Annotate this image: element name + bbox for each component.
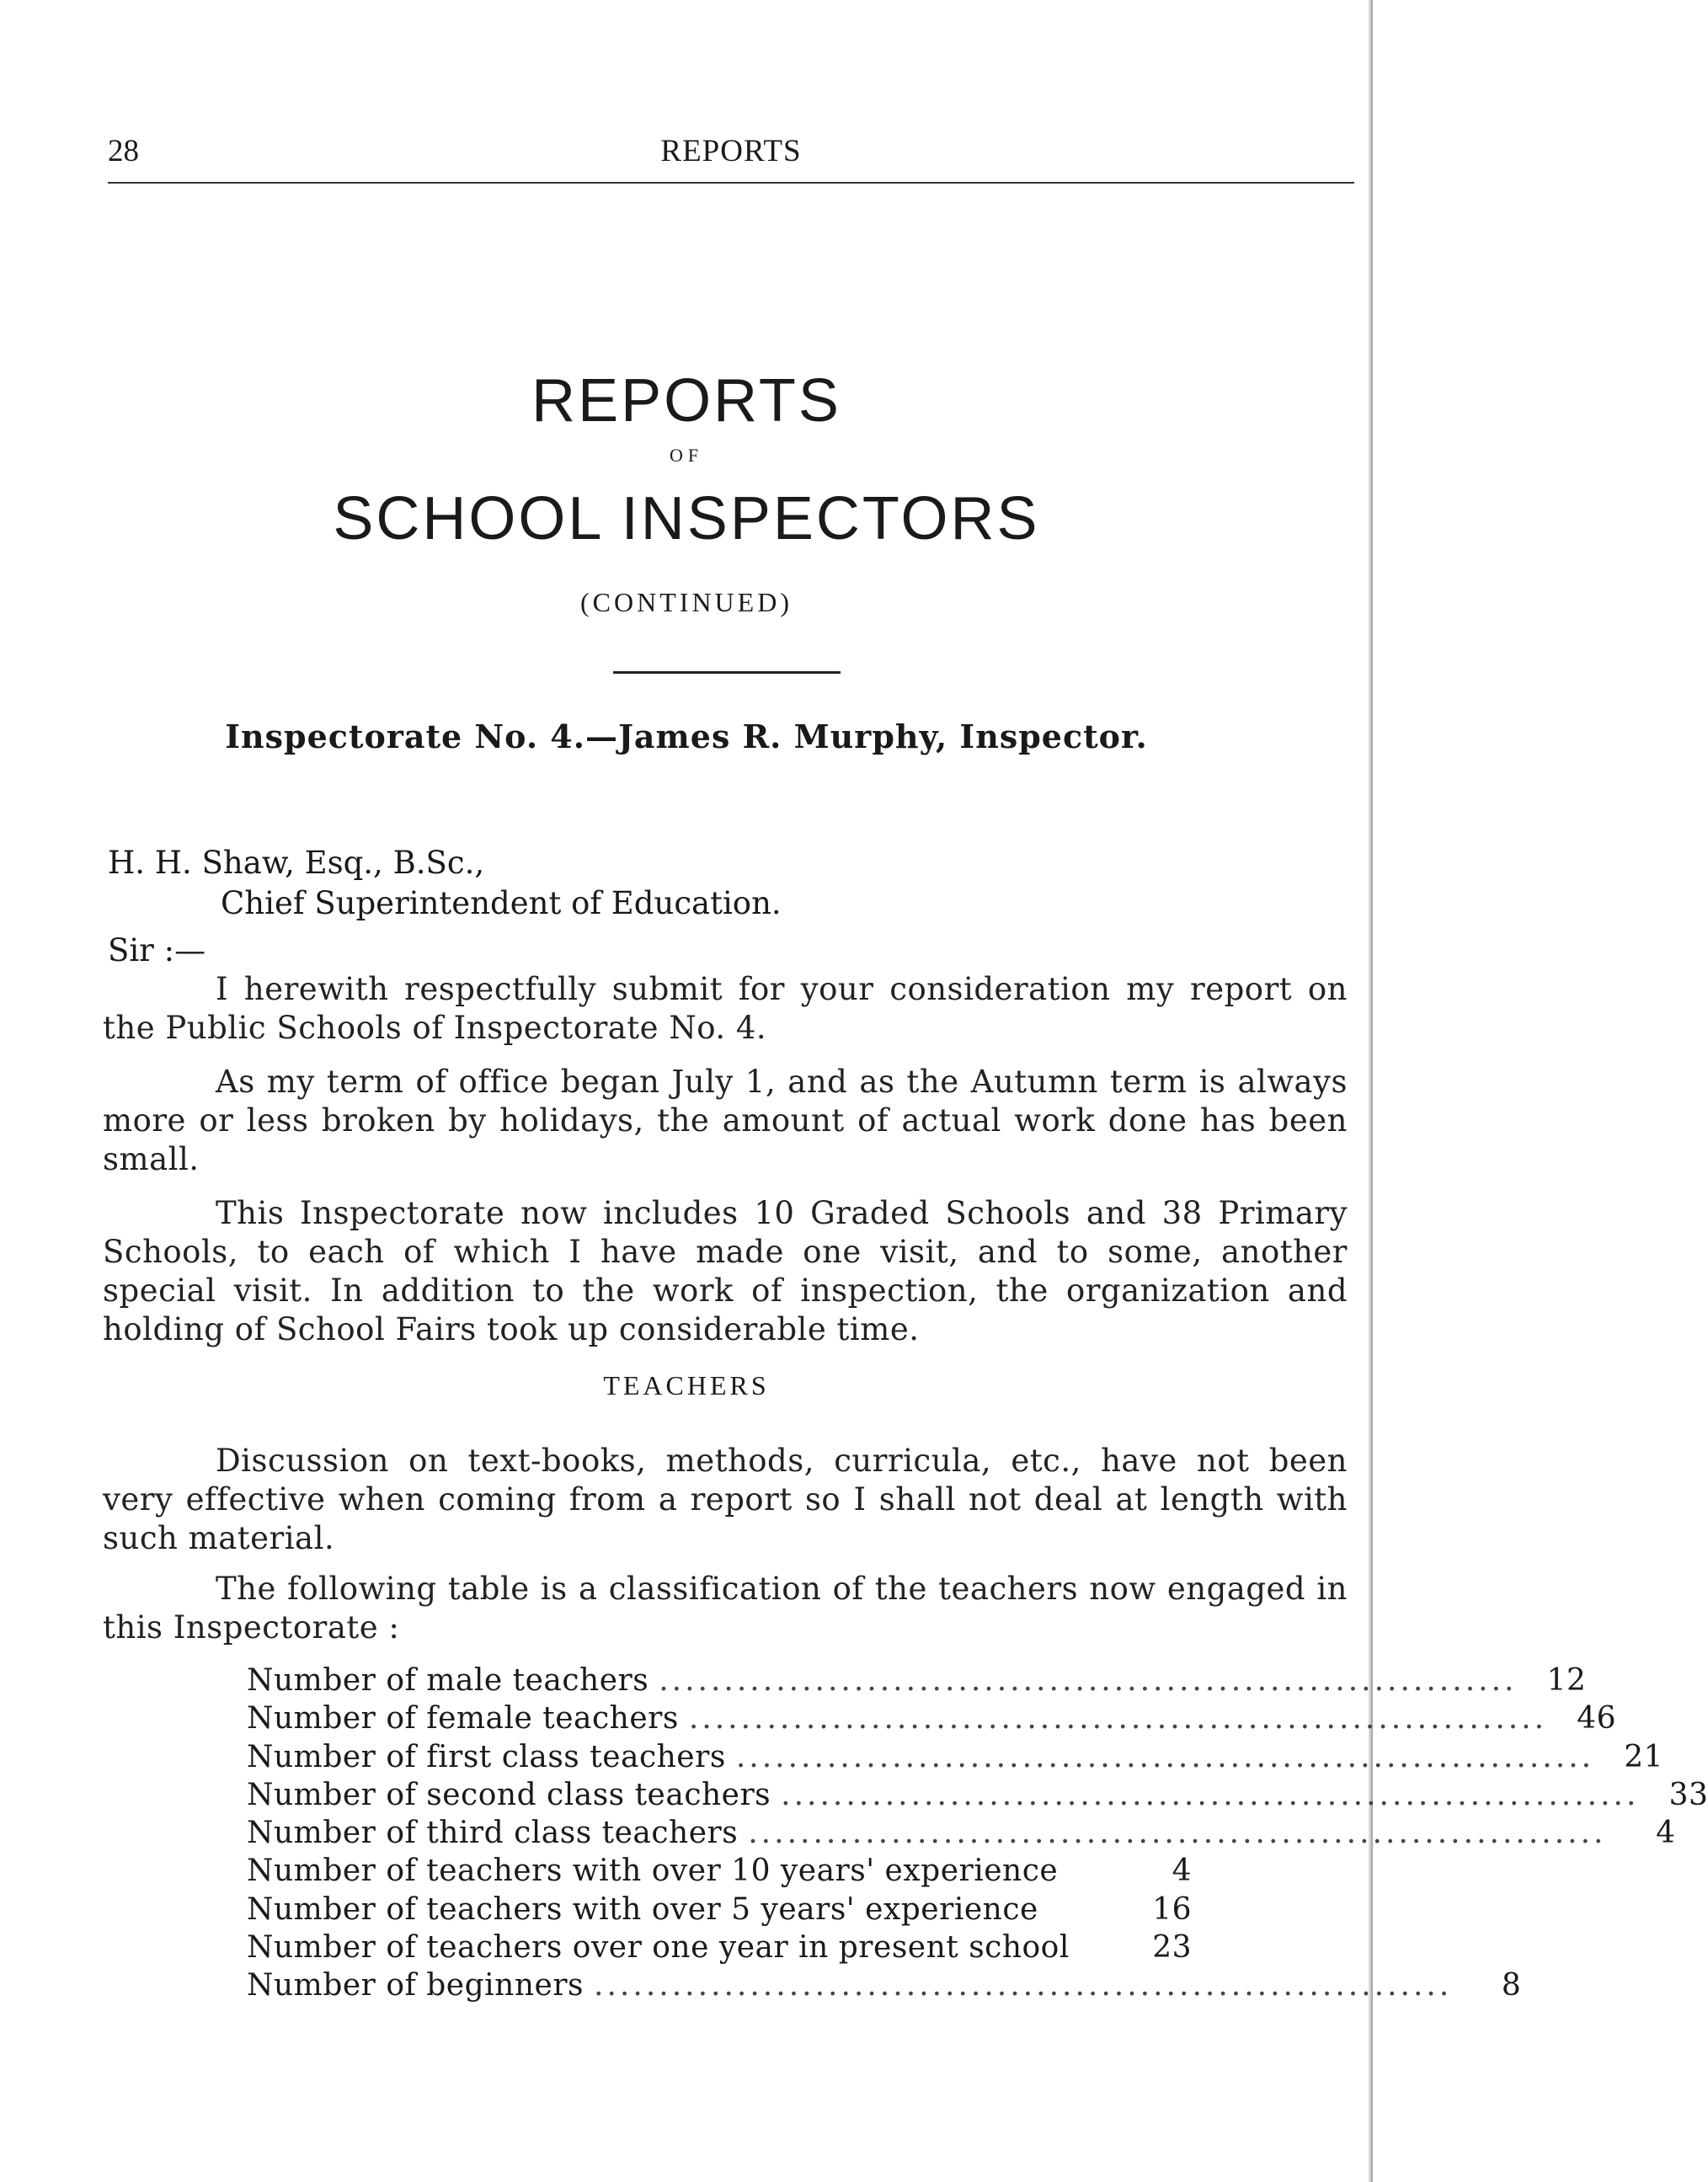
section-title-teachers: TEACHERS — [603, 1370, 770, 1400]
row-value: 12 — [1546, 1663, 1587, 1698]
row-label: Number of first class teachers — [247, 1739, 726, 1774]
dot-leader: .................................................................. — [688, 1701, 1548, 1737]
table-row — [247, 1739, 1664, 1778]
row-value: 33 — [1668, 1777, 1708, 1812]
greeting: Sir :— — [108, 932, 206, 968]
dot-leader: .................................................................. — [659, 1663, 1518, 1698]
teachers-paragraph-2: The following table is a classification of the teachers now engaged in this Inspectorate : — [103, 1571, 1348, 1646]
row-value: 46 — [1577, 1701, 1617, 1737]
scan-edge — [1368, 0, 1373, 2182]
table-row — [247, 1854, 1192, 1891]
title-reports: REPORTS — [531, 367, 841, 435]
table-row — [247, 1968, 1522, 2006]
row-value: 8 — [1501, 1968, 1522, 2003]
table-row — [247, 1701, 1617, 1739]
row-value: 16 — [1152, 1891, 1192, 1927]
running-title: REPORTS — [660, 134, 802, 168]
row-label: Number of teachers over one year in present school — [247, 1930, 1070, 1966]
title-school-inspectors: SCHOOL INSPECTORS — [333, 485, 1040, 552]
paragraph-1: I herewith respectfully submit for your consideration my report on the Public Schools of Inspectorate No. 4. — [103, 971, 1348, 1046]
running-head — [108, 133, 1354, 170]
table-row — [247, 1930, 1192, 1968]
teacher-classification-table — [247, 1663, 1708, 2007]
page-number: 28 — [108, 134, 139, 168]
inspectorate-heading: Inspectorate No. 4.—James R. Murphy, Inspector. — [225, 718, 1148, 755]
row-label: Number of third class teachers — [247, 1816, 739, 1851]
addressee-role: Chief Superintendent of Education. — [221, 885, 782, 921]
dot-leader: .................................................................. — [594, 1968, 1453, 2003]
row-value: 4 — [1656, 1816, 1676, 1851]
dot-leader: .................................................................. — [781, 1777, 1640, 1812]
table-row — [247, 1892, 1192, 1930]
dot-leader: .................................................................. — [735, 1739, 1595, 1774]
dot-leader: .................................................................. — [748, 1816, 1607, 1851]
table-row — [247, 1816, 1676, 1854]
row-label: Number of female teachers — [247, 1701, 679, 1737]
row-label: Number of male teachers — [247, 1663, 649, 1698]
paragraph-3: This Inspectorate now includes 10 Graded Schools and 38 Primary Schools, to each of which I have made one visit, and to some, another special visit. In addition to the work of inspection, the organization and holding of School Fairs took up considerable time. — [103, 1195, 1348, 1347]
row-label: Number of beginners — [247, 1968, 584, 2003]
row-label: Number of teachers with over 10 years' experience — [247, 1854, 1059, 1889]
title-of: OF — [669, 445, 704, 466]
title-rule — [613, 671, 841, 674]
row-value: 4 — [1172, 1854, 1192, 1889]
addressee: H. H. Shaw, Esq., B.Sc., — [108, 845, 485, 881]
row-label: Number of second class teachers — [247, 1777, 771, 1812]
title-continued: (CONTINUED) — [580, 587, 793, 617]
paragraph-2: As my term of office began July 1, and as the Autumn term is always more or less broken by holidays, the amount of actual work done has been small. — [103, 1064, 1348, 1177]
row-label: Number of teachers with over 5 years' experience — [247, 1891, 1038, 1927]
row-value: 21 — [1624, 1739, 1664, 1774]
table-row — [247, 1777, 1708, 1816]
table-row — [247, 1663, 1587, 1701]
header-rule — [108, 182, 1354, 184]
teachers-paragraph-1: Discussion on text-books, methods, curricula, etc., have not been very effective when coming from a report so I shall not deal at length with such material. — [103, 1443, 1348, 1556]
row-value: 23 — [1152, 1930, 1192, 1966]
